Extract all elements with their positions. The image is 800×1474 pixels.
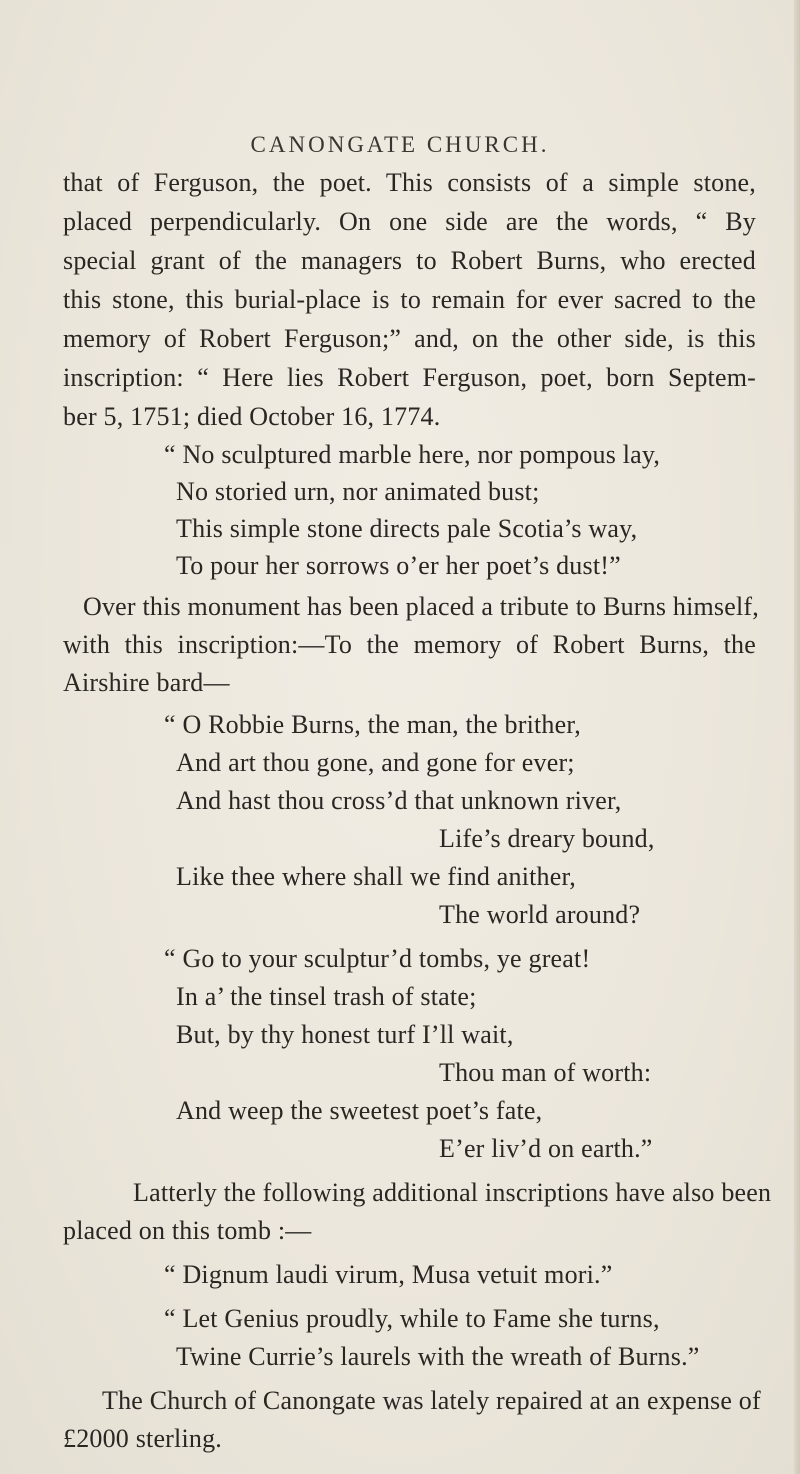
verse-4-line: “ Let Genius proudly, while to Fame she turns,	[164, 1304, 660, 1333]
paragraph-3-line: Latterly the following additional inscriptions have also been	[133, 1178, 772, 1207]
paragraph-1-line: placed perpendicularly. On one side are the words, “ By	[63, 207, 756, 236]
page-edge	[794, 0, 800, 1474]
verse-3-line: “ Go to your sculptur’d tombs, ye great!	[164, 944, 591, 973]
verse-2-line: And art thou gone, and gone for ever;	[176, 748, 575, 777]
paragraph-4-line: £2000 sterling.	[63, 1424, 222, 1453]
verse-1-line: This simple stone directs pale Scotia’s way,	[176, 514, 638, 543]
paragraph-1-line: memory of Robert Ferguson;” and, on the other side, is this	[63, 324, 756, 353]
paragraph-3-line: placed on this tomb :—	[63, 1216, 312, 1245]
verse-2-line: And hast thou cross’d that unknown river,	[176, 786, 622, 815]
verse-3-line: But, by thy honest turf I’ll wait,	[176, 1020, 514, 1049]
running-head: CANONGATE CHURCH.	[250, 132, 550, 157]
verse-1-line: “ No sculptured marble here, nor pompous lay,	[164, 440, 661, 469]
verse-1-line: No storied urn, nor animated bust;	[176, 477, 540, 506]
paragraph-1-line: this stone, this burial-place is to remain for ever sacred to the	[63, 285, 756, 314]
verse-3-line: And weep the sweetest poet’s fate,	[176, 1096, 543, 1125]
verse-4-line: Twine Currie’s laurels with the wreath of Burns.”	[176, 1342, 700, 1371]
latin-quote: “ Dignum laudi virum, Musa vetuit mori.”	[164, 1260, 613, 1289]
verse-2-line: Life’s dreary bound,	[439, 824, 655, 853]
paragraph-2-line: Over this monument has been placed a tribute to Burns himself,	[83, 592, 759, 621]
verse-3-line: In a’ the tinsel trash of state;	[176, 982, 477, 1011]
verse-2-line: Like thee where shall we find anither,	[176, 862, 577, 891]
verse-3-line: E’er liv’d on earth.”	[439, 1134, 653, 1163]
paragraph-2-line: with this inscription:—To the memory of Robert Burns, the	[63, 630, 756, 659]
paragraph-1-line: that of Ferguson, the poet. This consists of a simple stone,	[63, 168, 756, 197]
verse-2-line: “ O Robbie Burns, the man, the brither,	[164, 710, 581, 739]
paragraph-1-line: ber 5, 1751; died October 16, 1774.	[63, 402, 441, 431]
paragraph-1-line: special grant of the managers to Robert Burns, who erected	[63, 246, 756, 275]
paragraph-1-line: inscription: “ Here lies Robert Ferguson, poet, born Septem-	[63, 363, 756, 392]
paragraph-4-line: The Church of Canongate was lately repaired at an expense of	[102, 1386, 761, 1415]
verse-3-line: Thou man of worth:	[439, 1058, 652, 1087]
paragraph-2-line: Airshire bard—	[63, 668, 230, 697]
verse-2-line: The world around?	[439, 900, 641, 929]
verse-1-line: To pour her sorrows o’er her poet’s dust!”	[176, 551, 621, 580]
